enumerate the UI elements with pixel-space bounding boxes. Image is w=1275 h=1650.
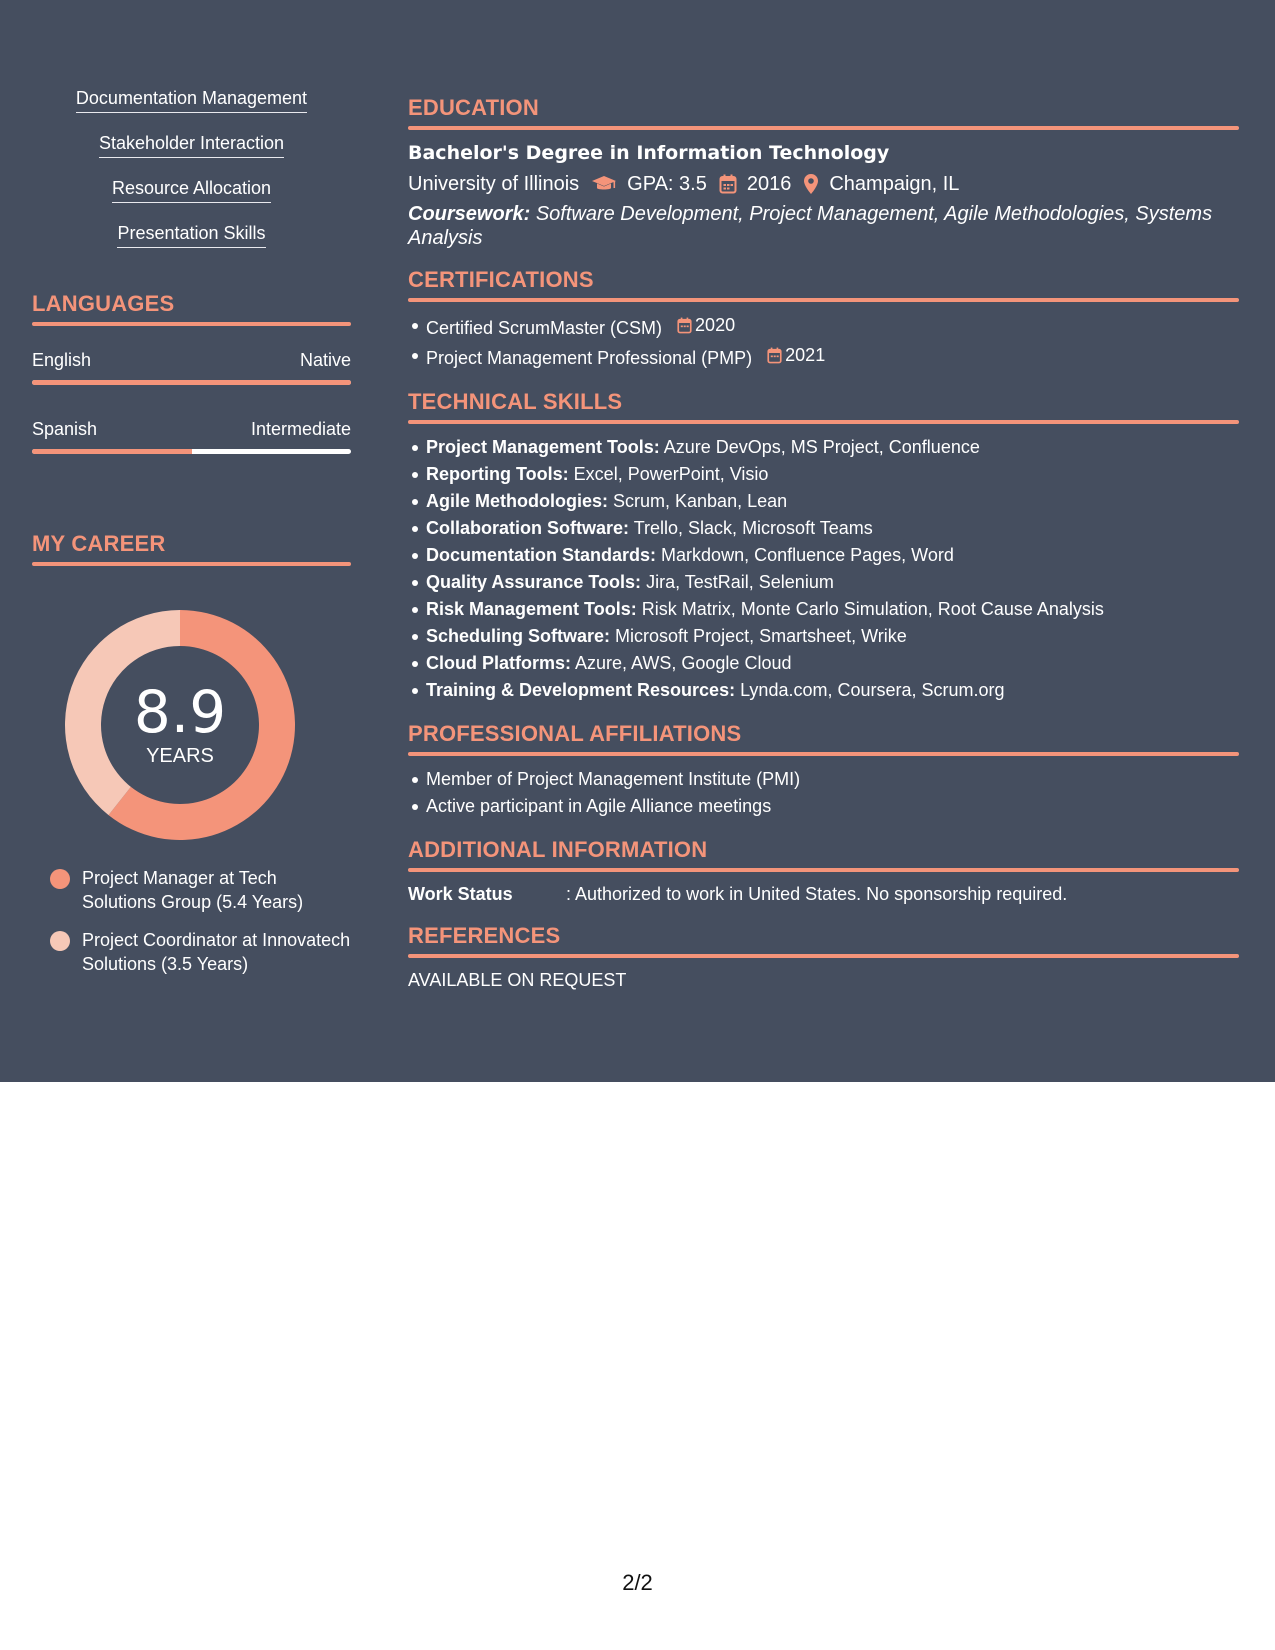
technical-skills-section [408,388,1239,704]
calendar-icon [719,174,737,194]
career-donut-chart [65,610,295,840]
technical-skills-list [408,434,1239,704]
list-item: Quality Assurance Tools: Jira, TestRail, Selenium [426,569,1239,596]
section-divider [408,868,1239,872]
language-bar-fill [32,380,351,385]
career-item-label: Project Manager at Tech Solutions Group (5.4 Years) [82,868,304,912]
references-title: REFERENCES [408,923,561,948]
language-level: Native [299,350,351,370]
legend-dot [50,869,70,889]
section-divider [408,298,1239,302]
calendar-icon [677,317,692,334]
school-name: University of Illinois [408,173,580,195]
section-divider [408,954,1239,958]
work-status-row [408,882,1239,906]
certification-name: Project Management Professional (PMP) [426,348,753,368]
left-column [32,86,351,976]
skill-tag[interactable]: Stakeholder Interaction [32,131,351,158]
location-pin-icon [803,173,819,195]
certification-year: 2020 [695,315,736,335]
languages-section [32,290,351,454]
degree-title: Bachelor's Degree in Information Technology [408,142,890,164]
work-status-value: : Authorized to work in United States. No sponsorship required. [566,884,1068,904]
career-total-years: 8.9 [133,678,227,746]
education-section [408,94,1239,250]
list-item: Member of Project Management Institute (PMI) [426,766,1239,793]
technical-skills-title: TECHNICAL SKILLS [408,389,623,414]
career-legend [32,866,351,976]
language-row [32,348,351,372]
references-section [408,922,1239,992]
work-status-label: Work Status [408,884,513,904]
education-title: EDUCATION [408,95,539,120]
section-divider [408,752,1239,756]
skill-tag[interactable]: Resource Allocation [32,176,351,203]
career-title: MY CAREER [32,531,166,556]
certifications-section [408,266,1239,372]
list-item: Reporting Tools: Excel, PowerPoint, Visio [426,461,1239,488]
references-text: AVAILABLE ON REQUEST [408,970,627,990]
section-divider [408,126,1239,130]
language-name: Spanish [32,419,98,439]
career-legend-item [50,928,351,976]
list-item: Risk Management Tools: Risk Matrix, Monte Carlo Simulation, Root Cause Analysis [426,596,1239,623]
career-legend-item [50,866,351,914]
legend-dot [50,931,70,951]
section-divider [408,420,1239,424]
list-item [426,342,1239,372]
language-row [32,417,351,441]
list-item: Training & Development Resources: Lynda.com, Coursera, Scrum.org [426,677,1239,704]
section-divider [32,562,351,566]
right-column [408,94,1239,1008]
list-item: Active participant in Agile Alliance meetings [426,793,1239,820]
coursework [408,202,1239,250]
additional-info-section [408,836,1239,906]
coursework-label: Coursework: [408,203,531,225]
language-name: English [32,350,92,370]
certifications-list [408,312,1239,372]
affiliations-list [408,766,1239,820]
gpa: GPA: 3.5 [627,173,707,195]
list-item: Cloud Platforms: Azure, AWS, Google Cloud [426,650,1239,677]
affiliations-title: PROFESSIONAL AFFILIATIONS [408,721,742,746]
skill-tag[interactable]: Documentation Management [32,86,351,113]
skill-tag[interactable]: Presentation Skills [32,221,351,248]
calendar-icon [767,347,782,364]
list-item: Project Management Tools: Azure DevOps, MS Project, Confluence [426,434,1239,461]
certifications-title: CERTIFICATIONS [408,267,594,292]
list-item: Agile Methodologies: Scrum, Kanban, Lean [426,488,1239,515]
list-item [426,312,1239,342]
certification-year: 2021 [785,345,826,365]
graduation-year: 2016 [746,173,792,195]
list-item: Documentation Standards: Markdown, Confluence Pages, Word [426,542,1239,569]
list-item: Scheduling Software: Microsoft Project, Smartsheet, Wrike [426,623,1239,650]
language-bar [32,380,351,385]
school-location: Champaign, IL [829,173,960,195]
list-item: Collaboration Software: Trello, Slack, Microsoft Teams [426,515,1239,542]
career-unit: YEARS [146,745,214,767]
career-section [32,530,351,976]
education-meta [408,170,1239,198]
affiliations-section [408,720,1239,820]
career-item-label: Project Coordinator at Innovatech Solutions (3.5 Years) [82,930,351,974]
coursework-list: Software Development, Project Management, Agile Methodologies, Systems Analysis [408,203,1213,249]
language-level: Intermediate [250,419,351,439]
page-number: 2/2 [622,1570,653,1595]
graduation-cap-icon [591,175,617,193]
certification-name: Certified ScrumMaster (CSM) [426,318,663,338]
languages-title: LANGUAGES [32,291,175,316]
section-divider [32,322,351,326]
language-bar [32,449,351,454]
language-bar-fill [32,449,192,454]
skills-list [32,86,351,248]
additional-info-title: ADDITIONAL INFORMATION [408,837,708,862]
